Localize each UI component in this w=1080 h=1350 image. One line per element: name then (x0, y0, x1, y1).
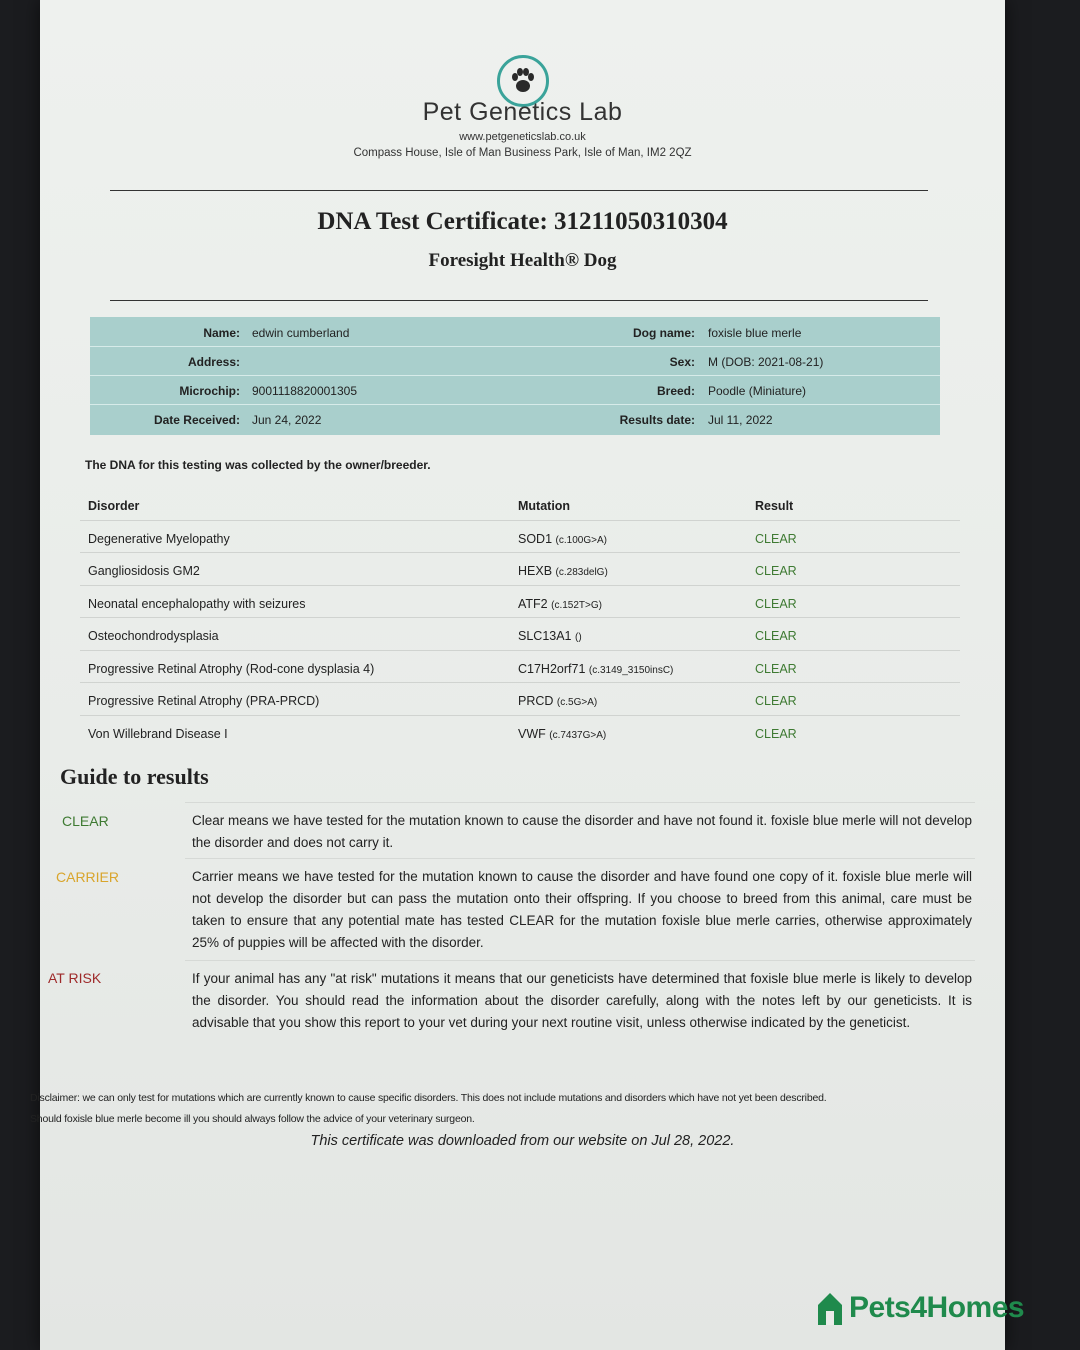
gene: SLC13A1 (518, 629, 572, 643)
variant: (c.152T>G) (551, 599, 602, 611)
gene: C17H2orf71 (518, 661, 586, 676)
gene: SOD1 (518, 531, 553, 546)
variant: (c.5G>A) (556, 697, 598, 708)
table-row (80, 586, 960, 619)
info-row (90, 404, 940, 433)
result-cell: CLEAR (755, 629, 797, 643)
header-mutation: Mutation (518, 499, 571, 513)
owner-name-label: Name: (203, 326, 240, 340)
table-row (80, 651, 960, 684)
disorder-cell: Von Willebrand Disease I (88, 726, 228, 741)
mutation-cell (518, 597, 602, 611)
gene: VWF (518, 726, 546, 741)
mutation-cell (518, 564, 608, 578)
lab-name: Pet Genetics Lab (422, 98, 623, 126)
microchip-label: Microchip: (179, 384, 240, 398)
mutation-cell (518, 662, 673, 676)
pets4homes-watermark (815, 1287, 1024, 1329)
clear-explanation: Clear means we have tested for the mutation known to cause the disorder and have not found it. foxisle blue merle will not develop the disorder and does not carry it. (192, 813, 972, 850)
table-row (80, 553, 960, 586)
guide-title: Guide to results (60, 764, 209, 789)
disorder-cell: Progressive Retinal Atrophy (Rod-cone dysplasia 4) (88, 661, 375, 676)
table-row (80, 521, 960, 554)
certificate-document (30, 0, 1005, 1350)
table-row (80, 716, 960, 748)
result-cell: CLEAR (755, 726, 797, 741)
mutation-cell (518, 629, 582, 643)
info-row (90, 317, 940, 347)
disorder-cell: Osteochondrodysplasia (88, 629, 219, 643)
header-disorder: Disorder (88, 499, 140, 513)
watermark-text: Pets4Homes (849, 1291, 1025, 1324)
divider (185, 858, 975, 859)
lab-url: www.petgeneticslab.co.uk (459, 131, 586, 143)
breed-label: Breed: (656, 384, 695, 398)
breed-value: Poodle (Miniature) (708, 384, 807, 398)
divider (110, 300, 928, 301)
result-cell: CLEAR (755, 564, 797, 578)
mutation-cell (518, 727, 606, 741)
gene: HEXB (518, 564, 553, 578)
disclaimer-line-1: Disclaimer: we can only test for mutations which are currently known to cause specific disorders. This does not include mutations and disorders which have not yet been described. (30, 1092, 827, 1104)
dog-name-value: foxisle blue merle (708, 326, 802, 340)
at-risk-explanation: If your animal has any "at risk" mutations it means that our geneticists have determined that foxisle blue merle is likely to develop the disorder. You should read the information about the disorder carefully, along with the notes left by our geneticists. It is advisable that you show this report to your vet during your next routine visit, unless otherwise indicated by the geneticist. (192, 971, 972, 1030)
collection-note: The DNA for this testing was collected by the owner/breeder. (85, 458, 431, 472)
disorder-cell: Degenerative Myelopathy (88, 531, 230, 546)
variant: (c.283delG) (555, 567, 608, 578)
variant: (c.3149_3150insC) (588, 664, 674, 676)
result-cell: CLEAR (755, 596, 797, 611)
gene: PRCD (518, 694, 554, 708)
microchip-value: 9001118820001305 (252, 384, 357, 398)
sex-value: M (DOB: 2021-08-21) (708, 355, 824, 369)
divider (110, 190, 928, 191)
sex-label: Sex: (669, 355, 695, 369)
results-date-label: Results date: (619, 413, 695, 427)
date-received-label: Date Received: (153, 413, 240, 427)
info-row (90, 346, 940, 376)
at-risk-key: AT RISK (48, 970, 102, 986)
address-label: Address: (187, 355, 240, 369)
disorder-cell: Progressive Retinal Atrophy (PRA-PRCD) (88, 694, 320, 708)
mutation-cell (518, 694, 597, 708)
result-cell: CLEAR (755, 661, 797, 676)
table-row (80, 683, 960, 716)
certificate-subtitle: Foresight Health® Dog (428, 250, 617, 271)
divider (185, 960, 975, 961)
dog-name-label: Dog name: (632, 326, 695, 340)
mutation-cell (518, 532, 607, 546)
lab-address: Compass House, Isle of Man Business Park, Isle of Man, IM2 2QZ (353, 147, 692, 159)
disclaimer-line-2: Should foxisle blue merle become ill you should always follow the advice of your veterinary surgeon. (30, 1113, 475, 1125)
variant: (c.7437G>A) (549, 729, 607, 741)
results-date-value: Jul 11, 2022 (708, 413, 773, 427)
table-row (80, 618, 960, 651)
certificate-title: DNA Test Certificate: 31211050310304 (317, 208, 728, 235)
variant: () (575, 632, 582, 643)
result-cell: CLEAR (755, 694, 797, 708)
variant: (c.100G>A) (555, 534, 607, 546)
divider (185, 802, 975, 803)
header-result: Result (755, 499, 794, 513)
disorder-cell: Gangliosidosis GM2 (88, 564, 200, 578)
disorder-cell: Neonatal encephalopathy with seizures (88, 596, 306, 611)
download-note: This certificate was downloaded from our website on Jul 28, 2022. (310, 1133, 735, 1149)
results-table (80, 488, 960, 747)
carrier-key: CARRIER (56, 869, 120, 885)
gene: ATF2 (518, 596, 548, 611)
info-row (90, 375, 940, 405)
clear-key: CLEAR (62, 813, 109, 829)
result-cell: CLEAR (755, 531, 797, 546)
carrier-explanation: Carrier means we have tested for the mutation known to cause the disorder and have found one copy of it. foxisle blue merle will not develop the disorder but can pass the mutation onto their offspring. If you choose to breed from this animal, care must be taken to ensure that any potential mate has tested CLEAR for the mutation foxisle blue merle carries, otherwise approximately 25% of puppies will be affected with the disorder. (192, 869, 972, 950)
table-header (80, 488, 960, 521)
house-icon (815, 1289, 845, 1327)
owner-name-value: edwin cumberland (252, 326, 350, 340)
date-received-value: Jun 24, 2022 (252, 413, 322, 427)
dog-info-panel (90, 317, 940, 435)
